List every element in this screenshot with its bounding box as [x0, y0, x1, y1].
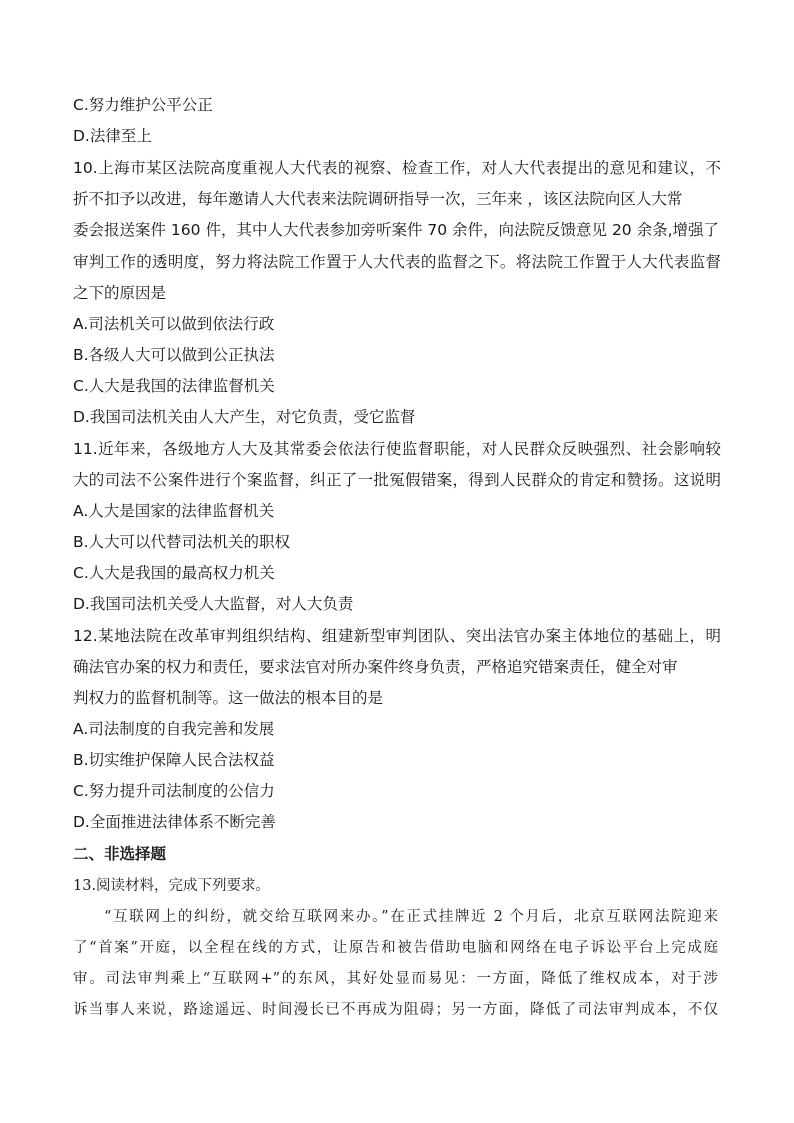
q12-line-1: 12.某地法院在改革审判组织结构、组建新型审判团队、突出法官办案主体地位的基础上，明 — [73, 627, 721, 645]
q12-line-3: 判权力的监督机制等。这一做法的根本目的是 — [73, 689, 384, 707]
q10-line-5: 之下的原因是 — [73, 284, 167, 302]
q10-line-1: 10.上海市某区法院高度重视人大代表的视察、检查工作，对人大代表提出的意见和建议，不 — [73, 159, 721, 177]
q12-option-a: A.司法制度的自我完善和发展 — [73, 720, 275, 738]
q12-option-d: D.全面推进法律体系不断完善 — [73, 813, 276, 831]
q13-prompt: 13.阅读材料，完成下列要求。 — [73, 878, 271, 894]
q12-option-b: B.切实维护保障人民合法权益 — [73, 751, 275, 769]
q13-material-line-1: “互联网上的纠纷，就交给互联网来办。”在正式挂牌近 2 个月后，北京互联网法院迎来 — [104, 909, 718, 925]
q10-line-3: 委会报送案件 160 件，其中人大代表参加旁听案件 70 余件，向法院反馈意见 20 余条,增强了 — [73, 221, 720, 239]
prev-option-d: D.法律至上 — [73, 127, 152, 145]
prev-option-c: C.努力维护公平公正 — [73, 96, 213, 114]
q11-option-a: A.人大是国家的法律监督机关 — [73, 502, 275, 520]
q12-option-c: C.努力提升司法制度的公信力 — [73, 782, 275, 800]
q10-line-2: 折不扣予以改进，每年邀请人大代表来法院调研指导一次，三年来 ，该区法院向区人大常 — [73, 190, 683, 208]
q10-line-4: 审判工作的透明度，努力将法院工作置于人大代表的监督之下。将法院工作置于人大代表监督 — [73, 253, 721, 271]
q11-option-c: C.人大是我国的最高权力机关 — [73, 564, 275, 582]
q11-line-1: 11.近年来，各级地方人大及其常委会依法行使监督职能，对人民群众反映强烈、社会影响较 — [73, 440, 721, 458]
q11-option-d: D.我国司法机关受人大监督，对人大负责 — [73, 595, 354, 613]
q10-option-b: B.各级人大可以做到公正执法 — [73, 346, 275, 364]
q10-option-c: C.人大是我国的法律监督机关 — [73, 377, 275, 395]
section-heading: 二、非选择题 — [73, 845, 167, 863]
q12-line-2: 确法官办案的权力和责任，要求法官对所办案件终身负责，严格追究错案责任，健全对审 — [73, 658, 678, 676]
q11-line-2: 大的司法不公案件进行个案监督，纠正了一批冤假错案，得到人民群众的肯定和赞扬。这说明 — [73, 471, 721, 489]
q11-option-b: B.人大可以代替司法机关的职权 — [73, 533, 291, 551]
q13-material-line-2: 了“首案”开庭，以全程在线的方式，让原告和被告借助电脑和网络在电子诉讼平台上完成庭 — [73, 940, 718, 956]
q10-option-a: A.司法机关可以做到依法行政 — [73, 315, 275, 333]
q13-material-line-3: 审。司法审判乘上“互联网+”的东风，其好处显而易见：一方面，降低了维权成本，对于涉 — [73, 971, 718, 987]
q13-material-line-4: 诉当事人来说，路途遥远、时间漫长已不再成为阻碍；另一方面，降低了司法审判成本，不仅 — [73, 1002, 718, 1018]
q10-option-d: D.我国司法机关由人大产生，对它负责，受它监督 — [73, 408, 416, 426]
